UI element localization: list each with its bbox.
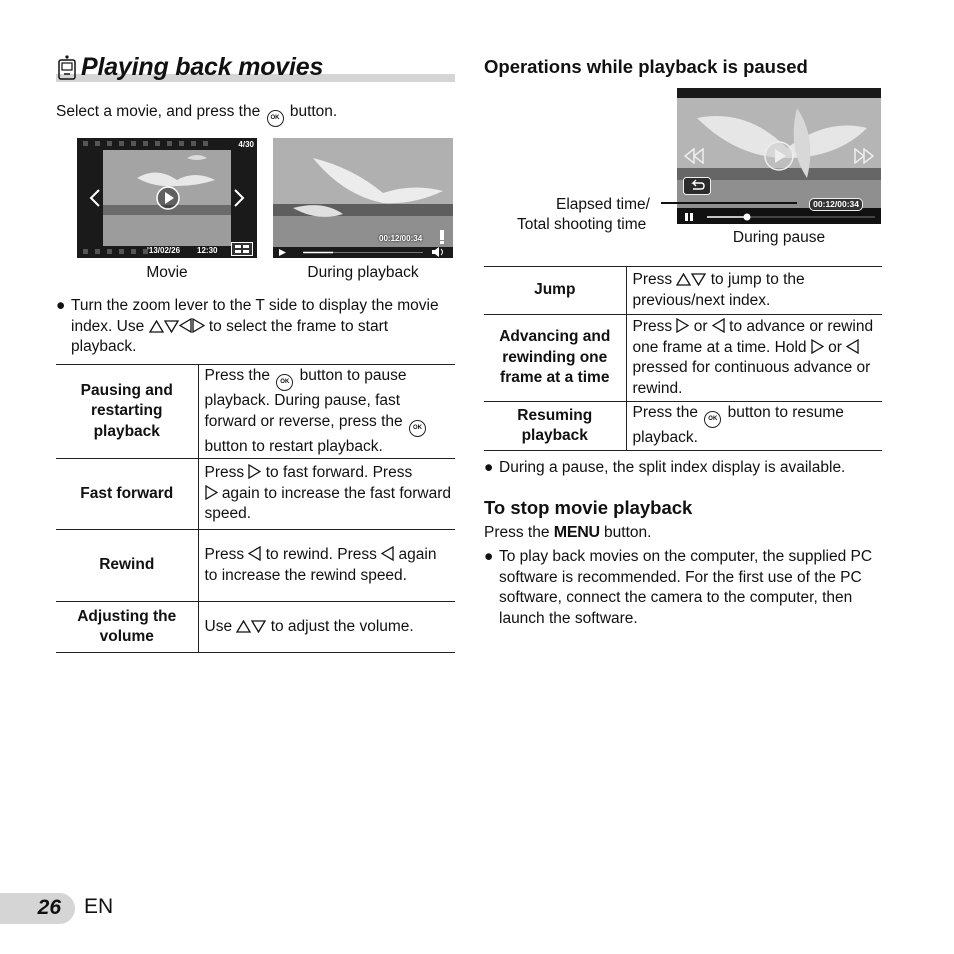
bullet-marker: ● (56, 297, 66, 314)
zoom-lever-note (56, 296, 456, 358)
arrow-right-icon (676, 317, 689, 338)
pc-note-text: To play back movies on the computer, the supplied PC software is recommended. For the first use of the PC software, connect the camera to the computer, then launch the software. (499, 548, 873, 627)
ok-button-icon: OK (409, 420, 426, 437)
op-desc-fast-forward (198, 459, 455, 530)
movie-playback-icon (58, 54, 78, 80)
op-desc-text: button to pause playback. During pause, fast forward or reverse, press the (204, 367, 407, 430)
arrow-up-icon (676, 270, 691, 291)
stop-text-before: Press the (484, 524, 550, 541)
arrow-up-icon (149, 317, 164, 338)
bullet-marker: ● (484, 548, 494, 565)
op-desc-rewind (198, 530, 455, 602)
pause-elapsed-time: 00:12/00:34 (809, 198, 863, 211)
table-row (56, 530, 455, 602)
arrow-down-icon (251, 617, 266, 638)
op-desc-text: Press the (204, 367, 270, 384)
section-title (56, 53, 455, 83)
paused-operations-heading: Operations while playback is paused (484, 56, 808, 77)
elapsed-time-callout-line1: Elapsed time/ (556, 196, 650, 213)
volume-icon (431, 247, 447, 257)
playback-image-graphic (273, 138, 453, 258)
op-label-fast-forward: Fast forward (56, 459, 198, 530)
op-desc-resume (626, 402, 882, 451)
play-icon (763, 140, 795, 172)
op-desc-text: pressed for continuous advance or rewind. (632, 359, 871, 397)
playback-screen-caption: During playback (307, 264, 419, 281)
op-desc-text: to jump to the previous/next index. (632, 271, 805, 309)
arrow-left-icon (248, 545, 261, 566)
zoom-note-part2: to select the frame to start playback. (71, 317, 389, 355)
table-row (56, 602, 455, 653)
rewind-icon (683, 148, 705, 164)
movie-counter: 4/30 (238, 140, 254, 149)
op-desc-text: again to increase the rewind speed. (204, 546, 437, 584)
arrow-right-icon (811, 338, 824, 359)
elapsed-time-callout-line2: Total shooting time (517, 216, 647, 233)
pause-progress-bar (685, 212, 875, 222)
op-desc-text: to advance or rewind one frame at a time. Hold (632, 318, 874, 356)
arrow-down-icon (164, 317, 179, 338)
op-desc-text: Press (204, 546, 245, 563)
arrow-left-icon (846, 338, 859, 359)
op-label-resume: Resuming playback (484, 402, 626, 451)
ok-button-icon: OK (276, 374, 293, 391)
op-desc-pause (198, 365, 455, 459)
stop-text-after: button. (604, 524, 652, 541)
intro-text (56, 102, 337, 127)
table-row (484, 402, 882, 451)
play-icon (155, 185, 181, 211)
pause-operations-table (484, 266, 882, 451)
stop-playback-heading: To stop movie playback (484, 497, 693, 518)
op-desc-text: or (828, 338, 842, 356)
arrow-left-icon (712, 317, 725, 338)
movie-screen-caption: Movie (146, 264, 188, 281)
pause-note-text: During a pause, the split index display is available. (499, 459, 846, 476)
arrow-down-icon (691, 270, 706, 291)
arrow-left-icon (381, 545, 394, 566)
op-desc-text: or (693, 318, 708, 335)
op-desc-jump (626, 267, 882, 315)
op-label-jump: Jump (484, 267, 626, 315)
page-title: Playing back movies (81, 53, 324, 81)
pc-software-note (484, 547, 884, 629)
callout-line (661, 202, 797, 204)
op-desc-volume (198, 602, 455, 653)
fast-forward-icon (853, 148, 875, 164)
op-label-pause: Pausing and restarting playback (56, 365, 198, 459)
op-desc-text: to rewind. Press (265, 546, 377, 563)
page-number-tab (0, 893, 75, 924)
movie-screen (77, 138, 257, 258)
op-desc-text: button to resume playback. (632, 404, 844, 447)
intro-text-before: Select a movie, and press the (56, 103, 261, 120)
zoom-note-part1: Turn the zoom lever to the T side to display the movie index. Use (71, 297, 439, 335)
bullet-marker: ● (484, 459, 494, 476)
op-desc-text: to fast forward. Press (265, 464, 413, 482)
op-desc-text: Press (632, 271, 673, 288)
table-row (56, 459, 455, 530)
op-desc-text: button to restart playback. (204, 437, 383, 455)
op-desc-text: Press the (632, 404, 698, 422)
ok-button-icon: OK (704, 411, 721, 428)
volume-level-icon (439, 230, 445, 244)
split-index-icon (231, 242, 253, 256)
table-row (484, 315, 882, 402)
back-icon (683, 177, 711, 195)
op-label-rewind: Rewind (56, 530, 198, 602)
pause-split-index-note (484, 458, 884, 479)
op-label-volume: Adjusting the volume (56, 602, 198, 653)
playback-screen (273, 138, 453, 258)
page-language: EN (84, 895, 114, 918)
op-desc-frame-step (626, 315, 882, 402)
op-label-frame-step: Advancing and rewinding one frame at a time (484, 315, 626, 402)
playback-elapsed-time: 00:12/00:34 (379, 234, 423, 243)
op-desc-text: Press (632, 318, 673, 335)
movie-time: 12:30 (197, 246, 218, 255)
stop-instruction (484, 523, 651, 544)
op-desc-text: to adjust the volume. (270, 617, 414, 635)
arrow-right-icon (248, 463, 261, 484)
op-desc-text: again to increase the fast forward speed. (204, 484, 451, 523)
arrow-up-icon (236, 617, 251, 638)
pause-screen-caption: During pause (732, 229, 826, 246)
page-number: 26 (37, 896, 61, 919)
table-row (484, 267, 882, 315)
op-desc-text: Use (204, 617, 233, 635)
arrow-right-icon (192, 317, 205, 338)
table-row (56, 365, 455, 459)
op-desc-text: Press (204, 464, 245, 482)
arrow-right-icon (205, 484, 218, 505)
movie-date: '13/02/26 (147, 246, 181, 255)
ok-button-icon: OK (267, 110, 284, 127)
intro-text-after: button. (289, 103, 338, 120)
playback-operations-table (56, 364, 455, 653)
menu-button-label: MENU (553, 524, 600, 541)
arrow-left-icon (179, 317, 192, 338)
